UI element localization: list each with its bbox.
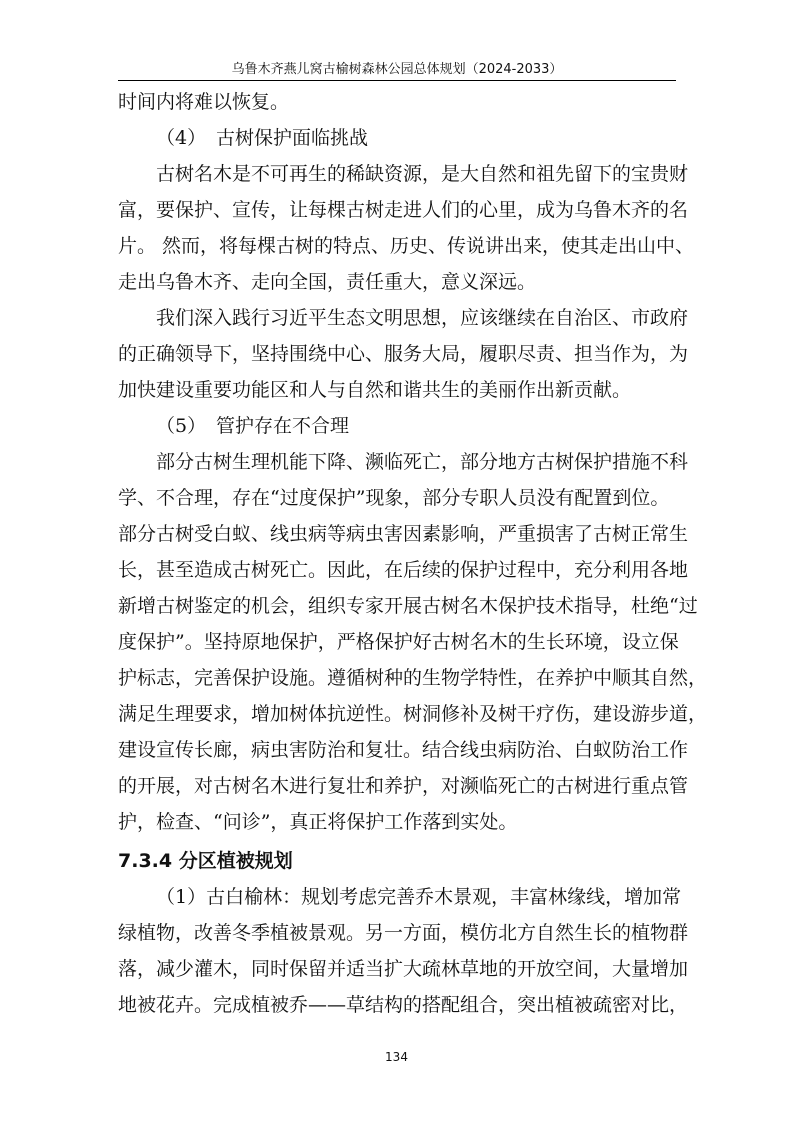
paragraph-line: 学、不合理，存在“过度保护”现象，部分专职人员没有配置到位。 <box>118 487 670 509</box>
text-line: 时间内将难以恢复。 <box>118 91 290 113</box>
paragraph-line: 富，要保护、宣传，让每棵古树走进人们的心里，成为乌鲁木齐的名 <box>118 199 689 221</box>
paragraph-line: 绿植物，改善冬季植被景观。另一方面，模仿北方自然生长的植物群 <box>118 922 689 944</box>
paragraph-line: 建设宣传长廊，病虫害防治和复壮。结合线虫病防治、白蚁防治工作 <box>118 739 689 761</box>
paragraph-line: 满足生理要求，增加树体抗逆性。树洞修补及树干疗伤，建设游步道， <box>118 703 708 725</box>
paragraph-line: 部分古树生理机能下降、濒临死亡，部分地方古树保护措施不科 <box>156 451 689 473</box>
paragraph-line: 片。 然而，将每棵古树的特点、历史、传说讲出来，使其走出山中、 <box>118 235 695 257</box>
page-number: 134 <box>385 1050 408 1064</box>
subsection-heading-4 <box>118 120 682 156</box>
paragraph-line: 的正确领导下，坚持围绕中心、服务大局，履职尽责、担当作为，为 <box>118 343 689 365</box>
paragraph-line: 落，减少灌木，同时保留并适当扩大疏林草地的开放空间，大量增加 <box>118 958 689 980</box>
paragraph-line: 部分古树受白蚁、线虫病等病虫害因素影响，严重损害了古树正常生 <box>118 523 689 545</box>
paragraph-line: 的开展，对古树名木进行复壮和养护，对濒临死亡的古树进行重点管 <box>118 775 689 797</box>
paragraph-line: 古树名木是不可再生的稀缺资源，是大自然和祖先留下的宝贵财 <box>156 163 689 185</box>
paragraph-line: 护标志，完善保护设施。遵循树种的生物学特性，在养护中顺其自然， <box>118 667 708 689</box>
subsection-number: （4） <box>156 127 207 149</box>
subsection-title: 管护存在不合理 <box>216 415 350 437</box>
paragraph-line: 走出乌鲁木齐、走向全国，责任重大，意义深远。 <box>118 271 537 293</box>
paragraph-line: 新增古树鉴定的机会，组织专家开展古树名木保护技术指导，杜绝“过 <box>118 595 698 617</box>
paragraph-line: 地被花卉。完成植被乔——草结构的搭配组合，突出植被疏密对比， <box>118 994 689 1016</box>
subsection-number: （5） <box>156 415 207 437</box>
paragraph-line: （1）古白榆林：规划考虑完善乔木景观，丰富林缘线，增加常 <box>156 886 682 908</box>
section-heading: 7.3.4 分区植被规划 <box>118 850 293 872</box>
paragraph-line: 度保护”。坚持原地保护，严格保护好古树名木的生长环境，设立保 <box>118 631 679 653</box>
subsection-title: 古树保护面临挑战 <box>216 127 369 149</box>
subsection-heading-5 <box>118 408 682 444</box>
running-header: 乌鲁木齐燕儿窝古榆树森林公园总体规划（2024-2033） <box>231 62 563 77</box>
paragraph-line: 长，甚至造成古树死亡。因此，在后续的保护过程中，充分利用各地 <box>118 559 689 581</box>
header-rule <box>118 80 676 81</box>
paragraph-line: 加快建设重要功能区和人与自然和谐共生的美丽作出新贡献。 <box>118 379 632 401</box>
paragraph-line: 护，检查、“问诊”，真正将保护工作落到实处。 <box>118 811 518 833</box>
body-text <box>118 84 708 1023</box>
paragraph-line: 我们深入践行习近平生态文明思想，应该继续在自治区、市政府 <box>156 307 689 329</box>
